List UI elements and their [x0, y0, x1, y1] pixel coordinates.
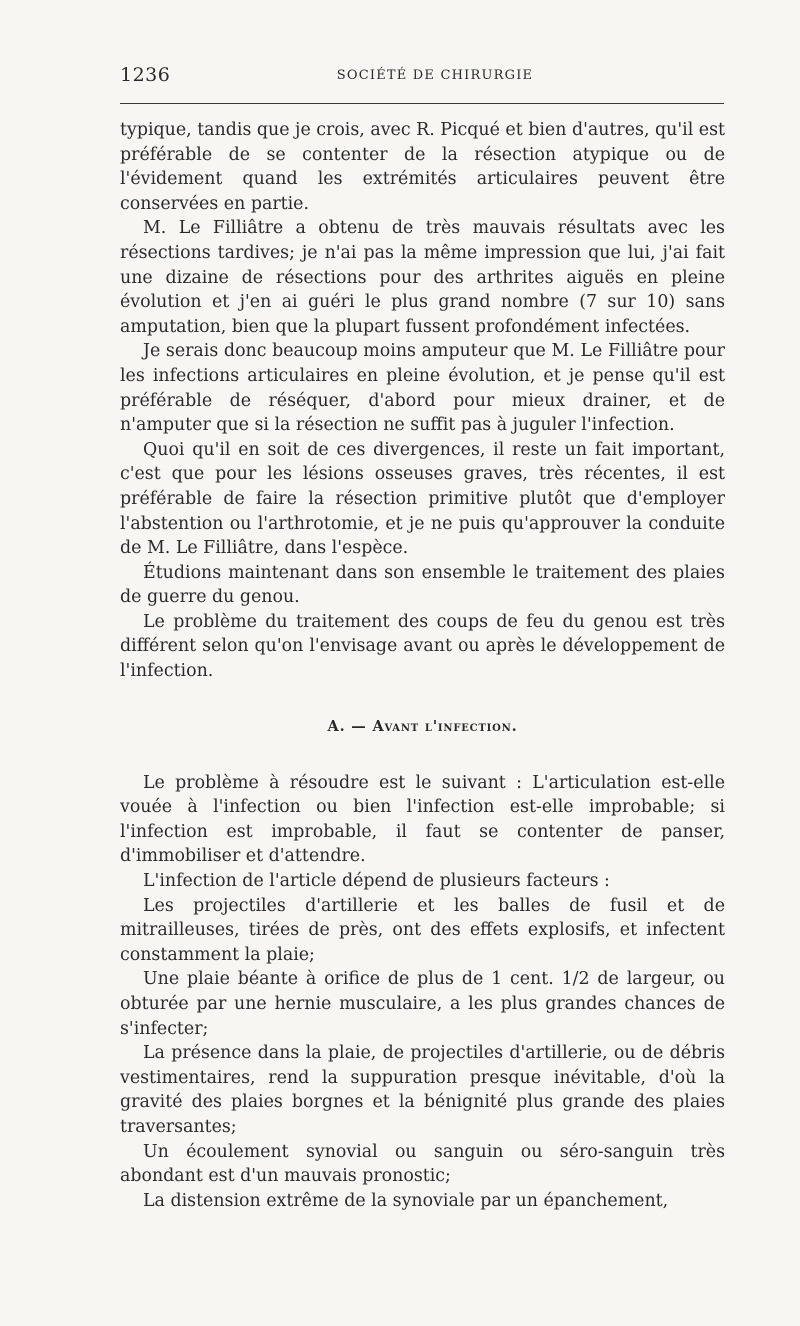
page-header: [120, 64, 725, 94]
paragraph: Quoi qu'il en soit de ces divergences, il reste un fait important, c'est que pour les lésions osseuses graves, très récentes, il est préférable de faire la résection primitive plutôt que d'employer l'abstention ou l'arthrotomie, et je ne puis qu'approuver la conduite de M. Le Filliâtre, dans l'espèce.: [120, 439, 725, 559]
paragraph: typique, tandis que je crois, avec R. Picqué et bien d'autres, qu'il est préférable de se contenter de la résection atypique ou de l'évidement quand les extrémités articulaires peuvent être conservées en partie.: [120, 120, 725, 214]
paragraph: M. Le Filliâtre a obtenu de très mauvais résultats avec les résections tardives; je n'ai pas la même impression que lui, j'ai fait une dizaine de résections pour des arthrites aiguës en pleine évolution et j'en ai guéri le plus grand nombre (7 sur 10) sans amputation, bien que la plupart fussent profondément infectées.: [120, 218, 725, 337]
paragraph: Étudions maintenant dans son ensemble le traitement des plaies de guerre du genou.: [120, 562, 725, 608]
paragraph: Une plaie béante à orifice de plus de 1 cent. 1/2 de largeur, ou obturée par une hernie musculaire, a les plus grandes chances de s'infecter;: [120, 969, 725, 1039]
paragraph: L'infection de l'article dépend de plusieurs facteurs :: [143, 871, 610, 892]
paragraph: Le problème à résoudre est le suivant : L'articulation est-elle vouée à l'infection ou bien l'infection est-elle improbable; si l'infection est improbable, il faut se contenter de panser, d'immobiliser et d'attendre.: [120, 772, 725, 867]
paragraph: Le problème du traitement des coups de feu du genou est très différent selon qu'on l'envisage avant ou après le développement de l'infection.: [120, 611, 725, 682]
paragraph: Un écoulement synovial ou sanguin ou séro-sanguin très abondant est d'un mauvais pronostic;: [120, 1141, 725, 1187]
running-title: SOCIÉTÉ DE CHIRURGIE: [336, 68, 534, 83]
paragraph: Je serais donc beaucoup moins amputeur que M. Le Filliâtre pour les infections articulaires en pleine évolution, et je pense qu'il est préférable de réséquer, d'abord pour mieux drainer, et de n'amputer que si la résection ne suffit pas à juguler l'infection.: [120, 341, 725, 436]
paragraph: La présence dans la plaie, de projectiles d'artillerie, ou de débris vestimentaires, rend la suppuration presque inévitable, d'où la gravité des plaies borgnes et la bénignité plus grande des plaies traversantes;: [120, 1043, 725, 1137]
page-number: 1236: [120, 64, 171, 86]
header-rule: [120, 103, 724, 104]
body-text: [120, 118, 725, 1213]
paragraph: La distension extrême de la synoviale par un épanchement,: [143, 1190, 669, 1211]
section-heading: A. — Avant l'infection.: [327, 717, 518, 735]
paragraph: Les projectiles d'artillerie et les balles de fusil et de mitrailleuses, tirées de près, ont des effets explosifs, et infectent constamment la plaie;: [120, 895, 725, 965]
